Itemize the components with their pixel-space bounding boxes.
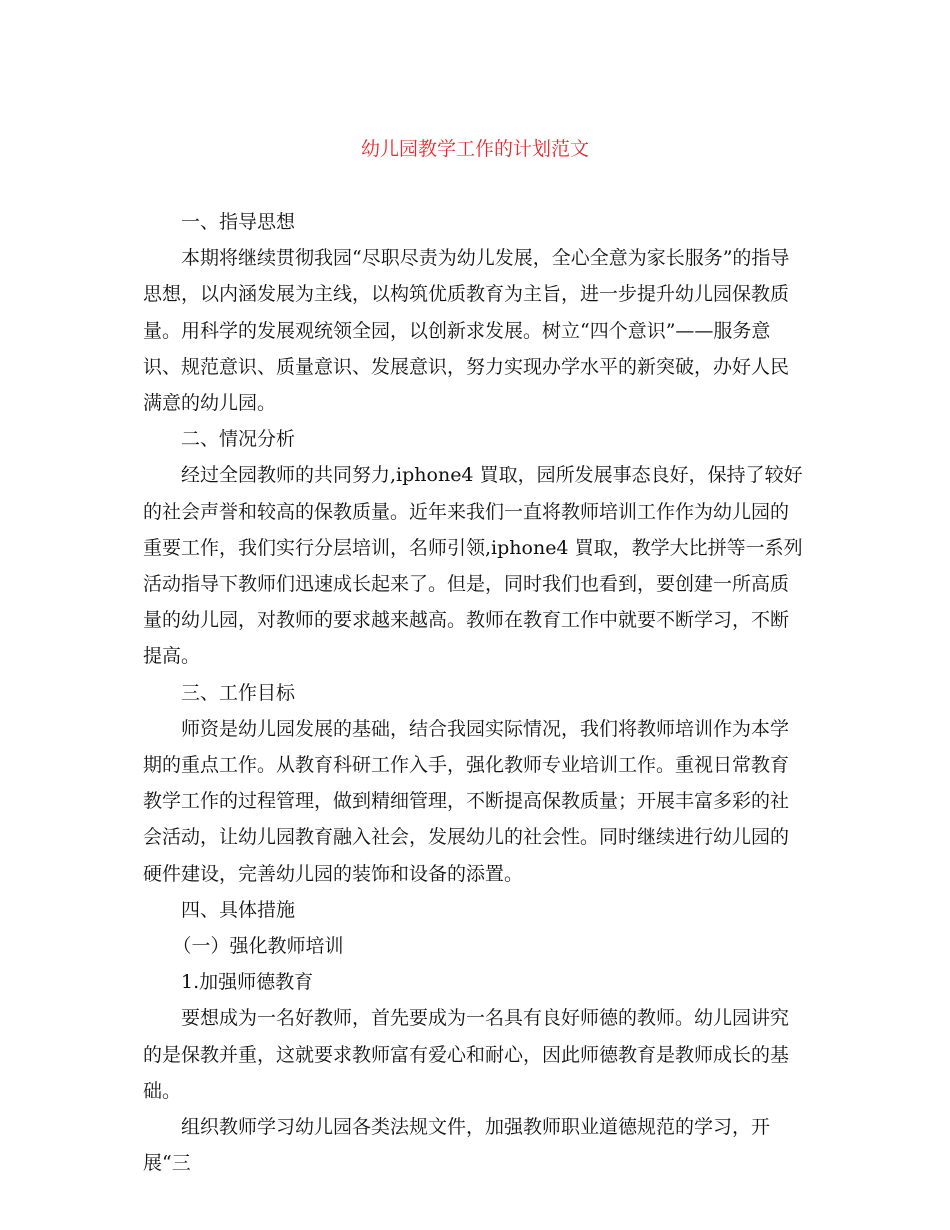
paragraph-work-goals: 师资是幼儿园发展的基础，结合我园实际情况，我们将教师培训作为本学期的重点工作。从教育科研工作入手，强化教师专业培训工作。重视日常教育教学工作的过程管理，做到精细管理，不断提高保教质量；开展丰富多彩的社会活动，让幼儿园教育融入社会，发展幼儿的社会性。同时继续进行幼儿园的硬件建设，完善幼儿园的装饰和设备的添置。 [143,717,790,885]
paragraph-regulations-study: 组织教师学习幼儿园各类法规文件，加强教师职业道德规范的学习，开展“三 [143,1116,771,1175]
section-heading-1: 一、指导思想 [181,211,296,233]
paragraph-guiding-thought: 本期将继续贯彻我园“尽职尽责为幼儿发展，全心全意为家长服务”的指导思想，以内涵发展为主线，以构筑优质教育为主旨，进一步提升幼儿园保教质量。用科学的发展观统领全园，以创新求发展。树立“四个意识”——服务意识、规范意识、质量意识、发展意识，努力实现办学水平的新突破，办好人民满意的幼儿园。 [143,247,790,415]
section-heading-3: 三、工作目标 [181,681,296,704]
subsection-heading-1: （一）强化教师培训 [172,935,344,958]
document-title: 幼儿园教学工作的计划范文 [360,138,589,160]
paragraph-situation-analysis: 经过全园教师的共同努力,iphone4 買取，园所发展事态良好，保持了较好的社会声誉和较高的保教质量。近年来我们一直将教师培训工作作为幼儿园的重要工作，我们实行分层培训，名师引领,iphone4 買取，教学大比拼等一系列活动指导下教师们迅速成长起来了。但是，同时我们也看到，要创建一所高质量的幼儿园，对教师的要求越来越高。教师在教育工作中就要不断学习，不断提高。 [143,464,803,668]
paragraph-ethics-education: 要想成为一名好教师，首先要成为一名具有良好师德的教师。幼儿园讲究的是保教并重，这就要求教师富有爱心和耐心，因此师德教育是教师成长的基础。 [143,1007,790,1102]
item-heading-1: 1.加强师德教育 [181,971,314,994]
section-heading-2: 二、情况分析 [181,428,296,451]
section-heading-4: 四、具体措施 [181,898,296,921]
document-body [143,204,803,1181]
